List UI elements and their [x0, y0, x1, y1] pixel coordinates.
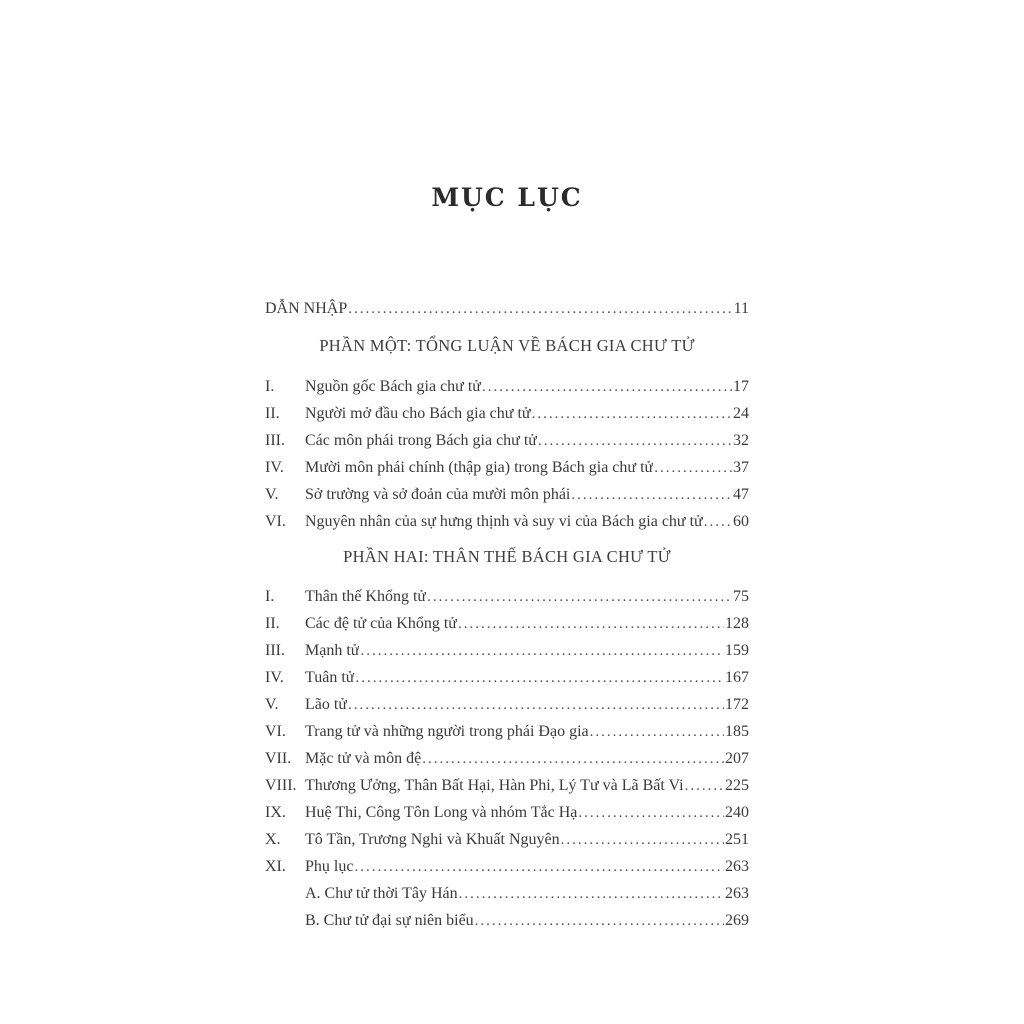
- dot-leader: [355, 664, 724, 692]
- dot-leader: [482, 373, 732, 401]
- toc-entry-page: 225: [725, 777, 749, 794]
- toc-entry-numeral: VI.: [265, 513, 286, 530]
- toc-entry-label: Các môn phái trong Bách gia chư tử: [305, 432, 537, 449]
- toc-entry-page: 172: [725, 696, 749, 713]
- toc-entry-page: 75: [733, 588, 749, 605]
- book-page: [265, 0, 749, 934]
- toc-subentry: [265, 880, 749, 907]
- toc-entry-label: Sở trường và sở đoản của mười môn phái: [305, 486, 571, 503]
- dot-leader: [538, 427, 732, 455]
- toc-entry-label: Huệ Thi, Công Tôn Long và nhóm Tắc Hạ: [305, 804, 578, 821]
- part-one-items: [265, 373, 749, 535]
- dot-leader: [704, 508, 732, 536]
- dot-leader: [571, 481, 732, 509]
- toc-entry: [265, 772, 749, 799]
- dot-leader: [475, 907, 724, 935]
- dot-leader: [578, 799, 724, 827]
- toc-entry-label: B. Chư tử đại sự niên biểu: [305, 912, 474, 929]
- toc-entry-label: Tô Tần, Trương Nghi và Khuất Nguyên: [305, 831, 560, 848]
- dot-leader: [427, 583, 732, 611]
- toc-entry-label: Lão tử: [305, 696, 347, 713]
- toc-entry: [265, 664, 749, 691]
- toc-entry-numeral: II.: [265, 615, 280, 632]
- toc-entry-page: 11: [733, 300, 749, 317]
- toc-entry-numeral: VIII.: [265, 777, 297, 794]
- toc-entry-label: Mười môn phái chính (thập gia) trong Bách gia chư tử: [305, 459, 654, 476]
- part-one-heading: PHẦN MỘT: TỔNG LUẬN VỀ BÁCH GIA CHƯ TỬ: [319, 336, 695, 355]
- toc-entry-numeral: I.: [265, 588, 275, 605]
- dot-leader: [590, 718, 724, 746]
- toc-entry-numeral: XI.: [265, 858, 286, 875]
- toc-entry-label: DẪN NHẬP: [265, 300, 348, 317]
- toc-entry: [265, 826, 749, 853]
- part-two-heading: PHẦN HAI: THÂN THẾ BÁCH GIA CHƯ TỬ: [343, 547, 671, 566]
- toc-entry-page: 128: [725, 615, 749, 632]
- dot-leader: [532, 400, 732, 428]
- toc-entry-page: 167: [725, 669, 749, 686]
- part-two-items: [265, 583, 749, 934]
- toc-entry-numeral: VI.: [265, 723, 286, 740]
- toc-entry-numeral: V.: [265, 486, 279, 503]
- toc-entry-numeral: VII.: [265, 750, 292, 767]
- toc-entry-page: 263: [725, 858, 749, 875]
- dot-leader: [458, 610, 724, 638]
- toc-entry-label: Mạnh tử: [305, 642, 360, 659]
- toc-entry: [265, 481, 749, 508]
- toc-entry-numeral: IX.: [265, 804, 286, 821]
- toc-entry-page: 240: [725, 804, 749, 821]
- toc-entry-label: Thương Ưởng, Thân Bất Hại, Hàn Phi, Lý Tư và Lã Bất Vi: [305, 777, 684, 794]
- toc-entry: [265, 508, 749, 535]
- toc-entry: [265, 400, 749, 427]
- dot-leader: [654, 454, 732, 482]
- toc-subentry: [265, 907, 749, 934]
- toc-entry-numeral: I.: [265, 378, 275, 395]
- toc-entry-page: 207: [725, 750, 749, 767]
- toc-entry-label: Trang tử và những người trong phái Đạo gia: [305, 723, 589, 740]
- dot-leader: [360, 637, 724, 665]
- toc-entry-label: Người mở đầu cho Bách gia chư tử: [305, 405, 531, 422]
- toc-entry-page: 185: [725, 723, 749, 740]
- dot-leader: [348, 691, 724, 719]
- toc-entry-numeral: V.: [265, 696, 279, 713]
- toc-entry-page: 269: [725, 912, 749, 929]
- toc-entry: [265, 373, 749, 400]
- toc-entry: [265, 718, 749, 745]
- toc-entry-label: Mặc tử và môn đệ: [305, 750, 422, 767]
- toc-entry-label: Nguồn gốc Bách gia chư tử: [305, 378, 481, 395]
- toc-entry-page: 263: [725, 885, 749, 902]
- toc-entry: [265, 799, 749, 826]
- toc-entry-label: Tuân tử: [305, 669, 355, 686]
- toc-entry-page: 17: [733, 378, 749, 395]
- dot-leader: [348, 295, 732, 323]
- dot-leader: [561, 826, 724, 854]
- toc-entry-numeral: X.: [265, 831, 281, 848]
- toc-entry-label: Các đệ tử của Khổng tử: [305, 615, 457, 632]
- page-title: MỤC LỤC: [431, 183, 583, 212]
- toc-entry-page: 251: [725, 831, 749, 848]
- toc-entry-label: A. Chư tử thời Tây Hán: [305, 885, 458, 902]
- dot-leader: [422, 745, 724, 773]
- toc-entry-numeral: III.: [265, 432, 285, 449]
- dot-leader: [459, 880, 724, 908]
- dot-leader: [354, 853, 724, 881]
- toc-entry-numeral: III.: [265, 642, 285, 659]
- toc-entry-page: 159: [725, 642, 749, 659]
- toc-entry: [265, 427, 749, 454]
- toc-entry: [265, 583, 749, 610]
- toc-entry-intro: [265, 295, 749, 322]
- toc-entry-label: Nguyên nhân của sự hưng thịnh và suy vi của Bách gia chư tử: [305, 513, 703, 530]
- toc-entry-page: 37: [733, 459, 749, 476]
- toc-entry-page: 32: [733, 432, 749, 449]
- toc-entry-numeral: II.: [265, 405, 280, 422]
- toc-entry-label: Phụ lục: [305, 858, 354, 875]
- toc-entry-label: Thân thế Khổng tử: [305, 588, 427, 605]
- toc-entry: [265, 610, 749, 637]
- toc-entry: [265, 637, 749, 664]
- toc-entry: [265, 745, 749, 772]
- toc-entry-page: 60: [733, 513, 749, 530]
- toc-entry: [265, 853, 749, 880]
- toc-entry-numeral: IV.: [265, 669, 284, 686]
- toc-entry-page: 47: [733, 486, 749, 503]
- dot-leader: [685, 772, 724, 800]
- toc-entry: [265, 454, 749, 481]
- toc-entry-page: 24: [733, 405, 749, 422]
- toc-entry-numeral: IV.: [265, 459, 284, 476]
- toc-entry: [265, 691, 749, 718]
